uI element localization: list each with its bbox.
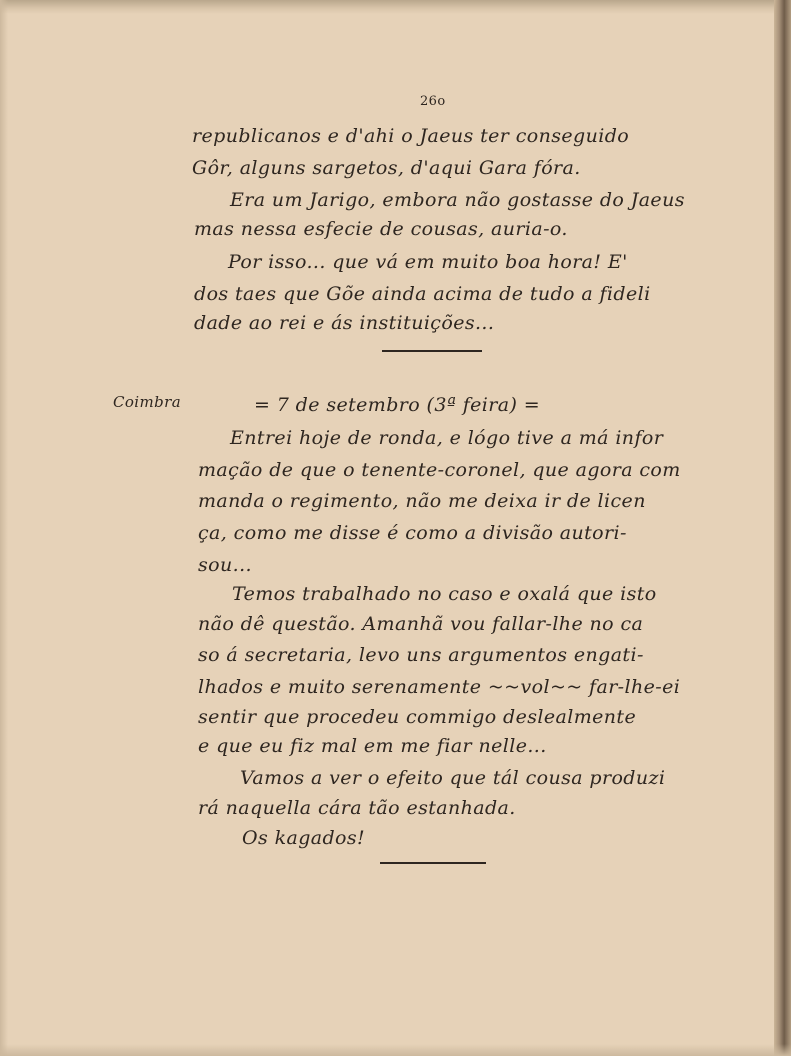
manuscript-line: Os kagados! bbox=[242, 827, 366, 849]
section-divider bbox=[380, 862, 486, 864]
manuscript-line: dade ao rei e ás instituições... bbox=[194, 312, 495, 334]
manuscript-line: não dê questão. Amanhã vou fallar-lhe no ca bbox=[198, 613, 644, 635]
manuscript-line: sentir que procedeu commigo deslealmente bbox=[198, 706, 637, 728]
left-page-edge bbox=[0, 0, 8, 1056]
manuscript-line: ça, como me disse é como a divisão autori- bbox=[198, 522, 627, 544]
manuscript-line: dos taes que Gõe ainda acima de tudo a fideli bbox=[194, 283, 651, 305]
manuscript-line: e que eu fiz mal em me fiar nelle... bbox=[198, 735, 547, 757]
manuscript-line: mação de que o tenente-coronel, que agora com bbox=[198, 459, 681, 481]
manuscript-line: Temos trabalhado no caso e oxalá que isto bbox=[232, 583, 657, 605]
manuscript-line: Gôr, alguns sargetos, d'aqui Gara fóra. bbox=[192, 157, 581, 179]
manuscript-line: manda o regimento, não me deixa ir de licen bbox=[198, 490, 646, 512]
manuscript-line: lhados e muito serenamente ~~vol~~ far-lhe-ei bbox=[198, 676, 681, 698]
entry-date-heading: = 7 de setembro (3ª feira) = bbox=[254, 394, 541, 416]
manuscript-line: so á secretaria, levo uns argumentos engati- bbox=[198, 644, 644, 666]
top-edge-stain bbox=[0, 0, 791, 14]
manuscript-line: Era um Jarigo, embora não gostasse do Jaeus bbox=[230, 189, 685, 211]
manuscript-line: sou... bbox=[198, 554, 252, 576]
manuscript-line: Vamos a ver o efeito que tál cousa produzi bbox=[240, 767, 666, 789]
binding-shadow bbox=[774, 0, 791, 1056]
manuscript-line: republicanos e d'ahi o Jaeus ter conseguido bbox=[192, 125, 630, 147]
manuscript-line: rá naquella cára tão estanhada. bbox=[198, 797, 516, 819]
manuscript-line: Por isso... que vá em muito boa hora! E' bbox=[228, 251, 628, 273]
margin-note: Coimbra bbox=[113, 393, 182, 411]
manuscript-line: mas nessa esfecie de cousas, auria-o. bbox=[194, 218, 568, 240]
manuscript-line: Entrei hoje de ronda, e lógo tive a má infor bbox=[230, 427, 664, 449]
section-divider bbox=[382, 350, 482, 352]
bottom-page-edge bbox=[0, 1044, 791, 1056]
page-number: 26o bbox=[420, 94, 446, 109]
